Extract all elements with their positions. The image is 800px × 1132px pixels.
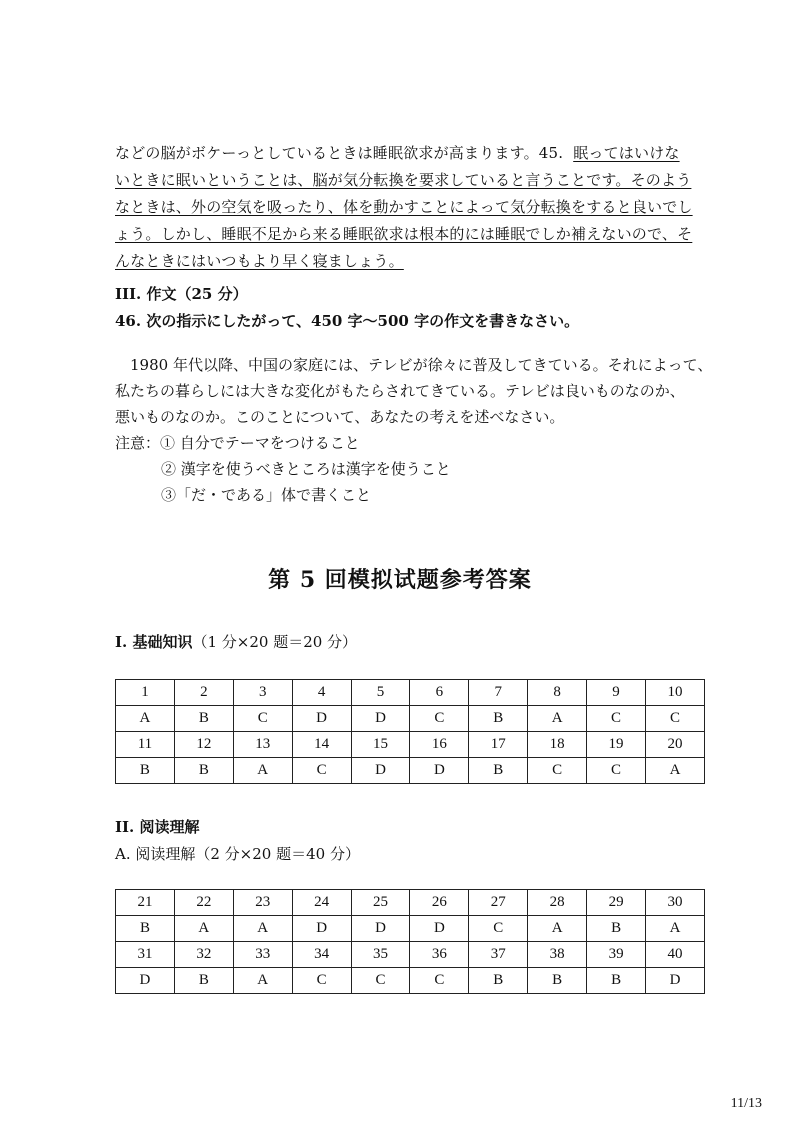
question-number-cell: 11 [116,732,175,758]
question-46: 46. 次の指示にしたがって、450 字～500 字の作文を書きなさい。 [115,312,580,330]
answer-cell: C [469,916,528,942]
question-number-cell: 16 [410,732,469,758]
question-number-cell: 6 [410,680,469,706]
question-number-cell: 40 [646,942,705,968]
question-number-cell: 15 [351,732,410,758]
question-number-cell: 33 [233,942,292,968]
question-number-cell: 28 [528,890,587,916]
question-number-cell: 37 [469,942,528,968]
answer-cell: A [528,706,587,732]
essay-notes [115,430,451,508]
answer-cell: B [469,968,528,994]
answer-cell: D [410,758,469,784]
answer-cell: A [528,916,587,942]
answer-cell: D [116,968,175,994]
answer-cell: C [292,968,351,994]
question-number-cell: 35 [351,942,410,968]
answer-cell: B [587,968,646,994]
answer-cell: D [292,916,351,942]
question-number-cell: 23 [233,890,292,916]
answer-cell: D [351,916,410,942]
passage-line: んなときにはいつもより早く寝ましょう。 [115,252,404,270]
question-number-cell: 24 [292,890,351,916]
question-number-cell: 9 [587,680,646,706]
question-number-cell: 10 [646,680,705,706]
answer-cell: C [351,968,410,994]
question-number-cell: 32 [174,942,233,968]
answer-cell: B [587,916,646,942]
question-number-cell: 26 [410,890,469,916]
answer-cell: D [292,706,351,732]
section-2-heading: II. 阅读理解 [115,818,200,836]
note-2: ② 漢字を使うべきところは漢字を使うこと [161,460,451,478]
question-number-cell: 18 [528,732,587,758]
reading-passage [115,140,707,275]
note-1: 注意：① 自分でテーマをつけること [115,434,360,452]
answer-cell: B [174,758,233,784]
question-number-cell: 19 [587,732,646,758]
answer-table-1 [115,679,705,784]
question-number-cell: 17 [469,732,528,758]
answer-cell: A [116,706,175,732]
section-1-heading: I. 基础知识（1 分×20 题＝20 分） [115,633,358,651]
question-number-cell: 12 [174,732,233,758]
answer-table-2 [115,889,705,994]
table-row [116,680,705,706]
answer-cell: C [410,706,469,732]
question-number-cell: 1 [116,680,175,706]
essay-prompt: 1980 年代以降、中国の家庭には、テレビが徐々に普及してきている。それによって、 私たちの暮らしには大きな変化がもたらされてきている。テレビは良いものなのか、 悪いものなのか。このことについて、あなたの考えを述べなさい。 [115,356,713,426]
question-number-cell: 27 [469,890,528,916]
passage-line: ょう。しかし、睡眠不足から来る睡眠欲求は根本的には睡眠でしか補えないので、そ [115,225,693,243]
question-number-cell: 13 [233,732,292,758]
question-number-cell: 25 [351,890,410,916]
table-row [116,942,705,968]
section-2a-heading: A. 阅读理解（2 分×20 题＝40 分） [115,845,360,863]
table-row [116,968,705,994]
table-row [116,706,705,732]
table-row [116,732,705,758]
answer-cell: A [233,968,292,994]
answer-cell: D [351,758,410,784]
answer-cell: C [587,706,646,732]
answer-cell: C [410,968,469,994]
answer-cell: C [587,758,646,784]
question-number-cell: 38 [528,942,587,968]
answer-cell: B [174,968,233,994]
question-number-cell: 30 [646,890,705,916]
question-number-cell: 31 [116,942,175,968]
question-number-cell: 39 [587,942,646,968]
answer-cell: B [469,706,528,732]
question-number-cell: 7 [469,680,528,706]
passage-line: なときは、外の空気を吸ったり、体を動かすことによって気分転換をすると良いでし [115,198,693,216]
answers-title: 第 5 回模拟试题参考答案 [268,567,532,593]
answer-cell: D [351,706,410,732]
answer-cell: A [646,916,705,942]
question-number-cell: 34 [292,942,351,968]
answer-cell: B [116,916,175,942]
answer-cell: B [116,758,175,784]
table-row [116,758,705,784]
answer-cell: D [646,968,705,994]
question-number-cell: 22 [174,890,233,916]
answer-cell: C [292,758,351,784]
passage-line: いときに眠いということは、脳が気分転換を要求していると言うことです。そのよう [115,171,692,189]
answer-cell: D [410,916,469,942]
question-number-cell: 4 [292,680,351,706]
question-number-cell: 5 [351,680,410,706]
question-number-cell: 21 [116,890,175,916]
question-number-cell: 2 [174,680,233,706]
answer-cell: C [528,758,587,784]
answer-cell: C [646,706,705,732]
passage-line: などの脳がボケーっとしているときは睡眠欲求が高まります。45. 眠ってはいけな [115,144,680,162]
page-number: 11/13 [730,1096,762,1111]
question-number-cell: 29 [587,890,646,916]
answer-cell: B [469,758,528,784]
question-number-cell: 8 [528,680,587,706]
question-number-cell: 3 [233,680,292,706]
question-number-cell: 14 [292,732,351,758]
table-row [116,890,705,916]
answer-cell: C [233,706,292,732]
answer-cell: A [233,916,292,942]
section-3-heading: III. 作文（25 分） [115,285,248,303]
question-number-cell: 20 [646,732,705,758]
table-row [116,916,705,942]
note-3: ③「だ・である」体で書くこと [161,486,372,504]
answer-cell: A [174,916,233,942]
question-number-cell: 36 [410,942,469,968]
answer-cell: B [528,968,587,994]
underlined-sentence: 眠ってはいけな [573,144,680,162]
answer-cell: A [233,758,292,784]
answer-cell: B [174,706,233,732]
answer-cell: A [646,758,705,784]
